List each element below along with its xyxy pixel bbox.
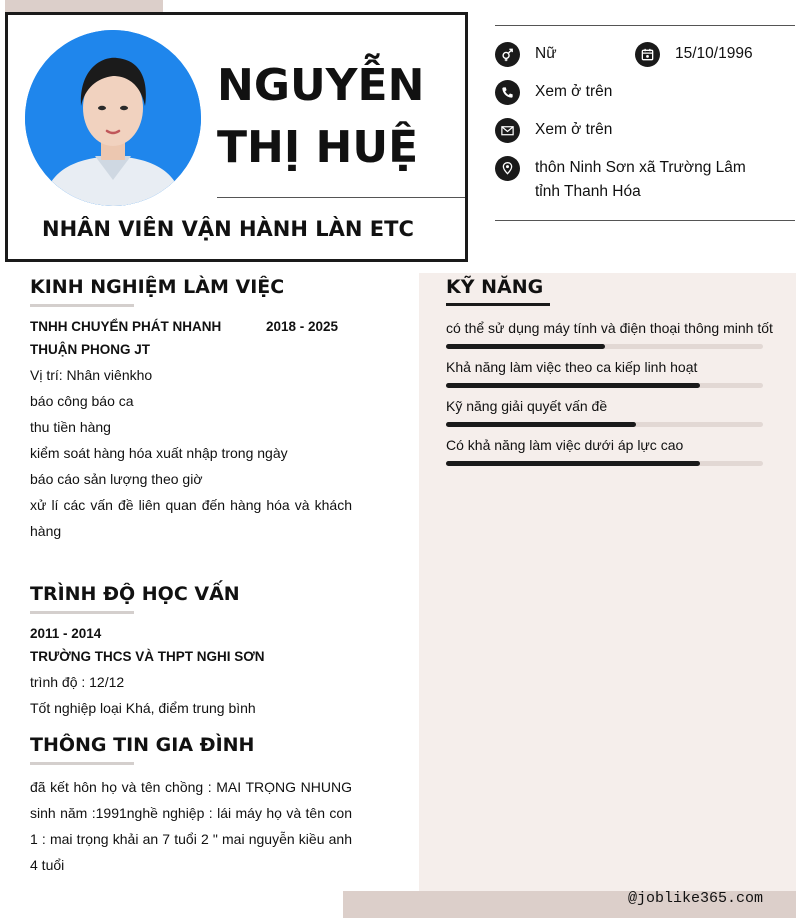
avatar <box>25 30 201 206</box>
envelope-icon <box>495 118 520 143</box>
family-heading-underline <box>30 762 134 765</box>
family-heading: THÔNG TIN GIA ĐÌNH <box>30 734 255 756</box>
address-line-2: tỉnh Thanh Hóa <box>535 183 641 200</box>
skills-heading-underline <box>446 303 550 306</box>
skill-label: Kỹ năng giải quyết vấn đề <box>446 398 608 414</box>
gender-icon <box>495 42 520 67</box>
contact-birthday <box>635 42 753 67</box>
skill-item <box>446 320 786 349</box>
skill-bar-fill <box>446 344 605 349</box>
address-line-1: thôn Ninh Sơn xã Trường Lâm <box>535 159 746 176</box>
name-divider <box>217 197 465 198</box>
family-text: đã kết hôn họ và tên chồng : MAI TRỌNG NHUNG sinh năm :1991nghề nghiệp : lái máy họ và tên con 1 : mai trọng khải an 7 tuổi 2 " mai nguyễn kiều anh 4 tuổi <box>30 779 352 873</box>
skill-item <box>446 398 786 427</box>
skill-bar-track <box>446 383 763 388</box>
calendar-icon <box>635 42 660 67</box>
education-heading: TRÌNH ĐỘ HỌC VẤN <box>30 583 240 605</box>
portrait-photo <box>25 30 201 206</box>
watermark: @joblike365.com <box>628 890 764 907</box>
skills-heading: KỸ NĂNG <box>446 276 544 298</box>
education-school: TRƯỜNG THCS VÀ THPT NGHI SƠN <box>30 649 265 664</box>
experience-detail: báo công báo ca <box>30 393 134 409</box>
job-title: NHÂN VIÊN VẬN HÀNH LÀN ETC <box>42 217 414 241</box>
name-line-2: THỊ HUỆ <box>217 122 419 173</box>
skill-label: Khả năng làm việc theo ca kiếp linh hoạt <box>446 359 698 375</box>
education-heading-underline <box>30 611 134 614</box>
education-period: 2011 - 2014 <box>30 626 102 641</box>
skill-bar-fill <box>446 422 636 427</box>
candidate-name <box>217 55 457 179</box>
skill-bar-track <box>446 422 763 427</box>
skill-bar-fill <box>446 461 700 466</box>
skill-bar-track <box>446 344 763 349</box>
experience-detail: xử lí các vấn đề liên quan đến hàng hóa và khách hàng <box>30 497 352 539</box>
experience-detail: báo cáo sản lượng theo giờ <box>30 471 203 487</box>
experience-detail: Vị trí: Nhân viênkho <box>30 367 153 383</box>
experience-company-line-2: THUẬN PHONG JT <box>30 342 151 357</box>
skill-bar-fill <box>446 383 700 388</box>
experience-details <box>30 362 352 544</box>
skill-item <box>446 437 786 466</box>
experience-company-line-1: TNHH CHUYỂN PHÁT NHANH <box>30 319 222 334</box>
gender-value: Nữ <box>535 45 557 62</box>
contact-gender <box>495 42 557 67</box>
contact-divider-bottom <box>495 220 795 221</box>
education-detail: Tốt nghiệp loại Khá, điểm trung bình <box>30 700 256 716</box>
experience-detail: kiểm soát hàng hóa xuất nhập trong ngày <box>30 445 288 461</box>
birthday-value: 15/10/1996 <box>675 45 753 62</box>
phone-icon <box>495 80 520 105</box>
skill-label: có thể sử dụng máy tính và điện thoại thông minh tốt <box>446 320 773 336</box>
contact-address <box>495 156 746 204</box>
education-details <box>30 669 352 721</box>
address-value <box>535 156 746 204</box>
location-pin-icon <box>495 156 520 181</box>
experience-heading-underline <box>30 304 134 307</box>
contact-divider-top <box>495 25 795 26</box>
contact-email <box>495 118 612 143</box>
skill-item <box>446 359 786 388</box>
name-line-1: NGUYỄN <box>217 60 425 111</box>
phone-value: Xem ở trên <box>535 83 613 100</box>
experience-period: 2018 - 2025 <box>266 319 339 334</box>
contact-phone <box>495 80 612 105</box>
experience-detail: thu tiền hàng <box>30 419 111 435</box>
email-value: Xem ở trên <box>535 121 613 138</box>
skill-bar-track <box>446 461 763 466</box>
skill-label: Có khả năng làm việc dưới áp lực cao <box>446 437 684 453</box>
education-detail: trình độ : 12/12 <box>30 674 125 690</box>
experience-heading: KINH NGHIỆM LÀM VIỆC <box>30 276 285 298</box>
